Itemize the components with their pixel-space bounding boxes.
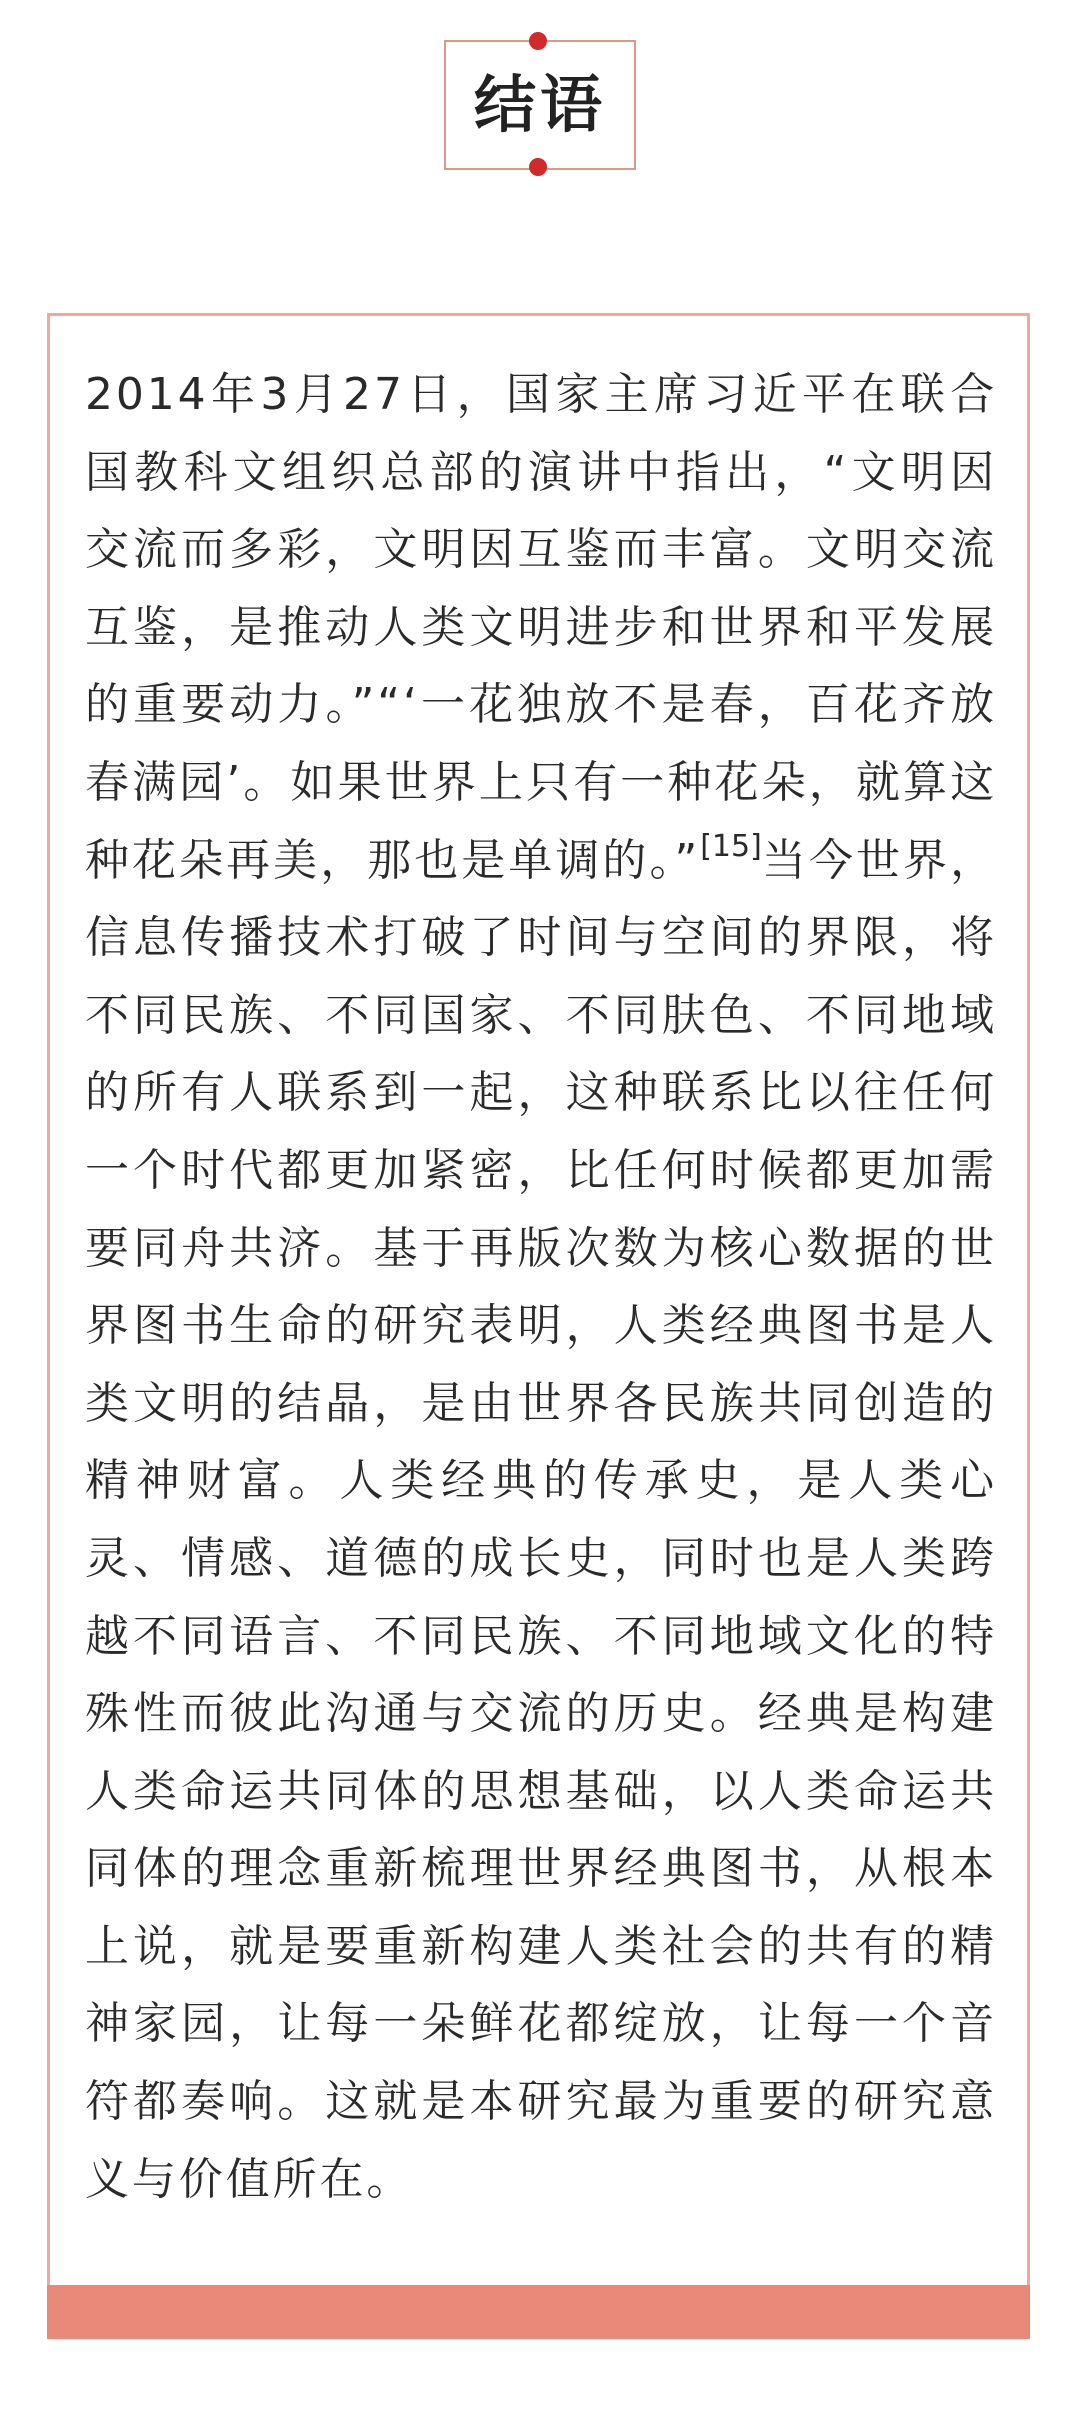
title-frame xyxy=(444,40,636,170)
section-title-badge xyxy=(444,40,636,170)
card-footer-bar xyxy=(47,2285,1030,2339)
article-card xyxy=(47,313,1030,2298)
citation-marker: [15] xyxy=(700,828,762,864)
top-dot-icon xyxy=(529,32,547,50)
section-title: 结语 xyxy=(473,68,606,141)
bottom-dot-icon xyxy=(529,158,547,176)
body-text-part1: 2014年3月27日，国家主席习近平在联合国教科文组织总部的演讲中指出，“文明因交流而多彩，文明因互鉴而丰富。文明交流互鉴，是推动人类文明进步和世界和平发展的重要动力。”“‘一花独放不是春，百花齐放春满园’。如果世界上只有一种花朵，就算这种花朵再美，那也是单调的。” xyxy=(85,369,997,886)
body-text-part2: 当今世界，信息传播技术打破了时间与空间的界限，将不同民族、不同国家、不同肤色、不同地域的所有人联系到一起，这种联系比以往任何一个时代都更加紧密，比任何时候都更加需要同舟共济。基于再版次数为核心数据的世界图书生命的研究表明，人类经典图书是人类文明的结晶，是由世界各民族共同创造的精神财富。人类经典的传承史，是人类心灵、情感、道德的成长史，同时也是人类跨越不同语言、不同民族、不同地域文化的特殊性而彼此沟通与交流的历史。经典是构建人类命运共同体的思想基础，以人类命运共同体的理念重新梳理世界经典图书，从根本上说，就是要重新构建人类社会的共有的精神家园，让每一朵鲜花都绽放，让每一个音符都奏响。这就是本研究最为重要的研究意义与价值所在。 xyxy=(85,834,997,2205)
article-body xyxy=(85,356,997,2218)
